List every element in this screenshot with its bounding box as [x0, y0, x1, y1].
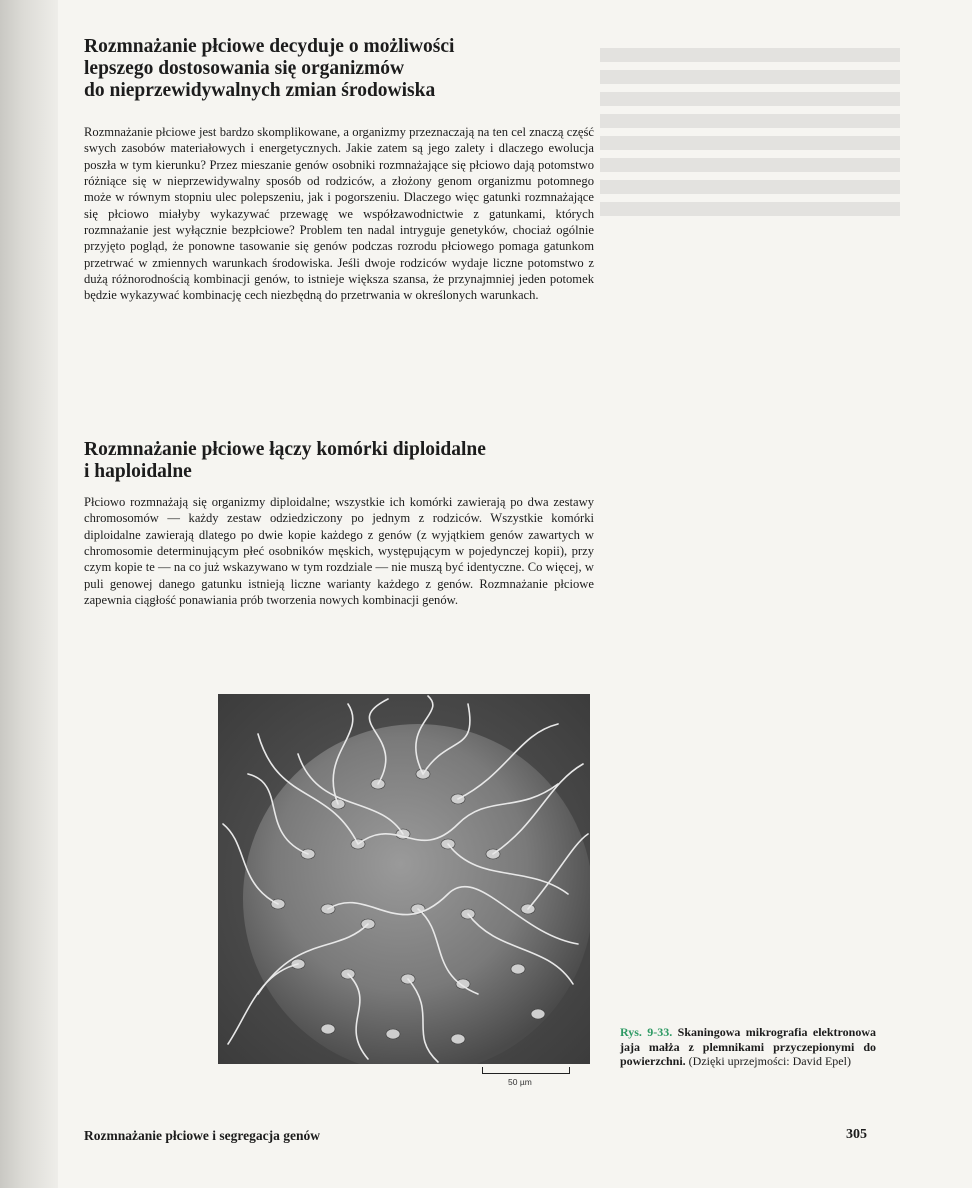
section1-heading-line-2: lepszego dostosowania się organizmów	[84, 58, 405, 79]
figure-caption	[620, 1025, 876, 1069]
caption-label: Rys. 9-33.	[620, 1025, 673, 1039]
page-number: 305	[846, 1127, 867, 1142]
show-through-text	[600, 40, 900, 1120]
micrograph-image	[218, 694, 590, 1064]
electron-micrograph	[218, 694, 590, 1064]
caption-credit: (Dzięki uprzejmości: David Epel)	[688, 1054, 851, 1068]
caption-title: Skaningowa mikrografia elektronowa jaja małża z plemnikami przyczepionymi do powierzchni.	[620, 1025, 876, 1068]
section2-heading	[84, 439, 486, 483]
section2-heading-line-1: Rozmnażanie płciowe łączy komórki diploidalne	[84, 439, 486, 460]
section2-paragraph: Płciowo rozmnażają się organizmy diploidalne; wszystkie ich komórki zawierają po dwa zestawy chromosomów — każdy zestaw odziedziczony po jednym z rodziców. Wszystkie komórki diploidalne zawierają dlatego po dwie kopie każdego z genów (z wyjątkiem genów zawartych w chromosomie determinującym płeć osobników męskich, występującym w pojedynczej kopii), przy czym kopie te — na co już wskazywano w tym rozdziale — nie muszą być identyczne. Co więcej, w puli genowej danego gatunku istnieją liczne warianty każdego z genów. Rozmnażanie płciowe zapewnia ciągłość ponawiania prób tworzenia nowych kombinacji genów.	[84, 495, 594, 608]
binding-shadow	[0, 0, 58, 1188]
scale-bar	[482, 1067, 570, 1074]
scale-label: 50 µm	[508, 1077, 532, 1087]
section1-heading	[84, 36, 454, 102]
section1-heading-line-1: Rozmnażanie płciowe decyduje o możliwości	[84, 36, 455, 57]
running-footer: Rozmnażanie płciowe i segregacja genów	[84, 1128, 320, 1143]
section2-heading-line-2: i haploidalne	[84, 461, 192, 482]
section1-heading-line-3: do nieprzewidywalnych zmian środowiska	[84, 80, 436, 101]
section1-paragraph: Rozmnażanie płciowe jest bardzo skomplikowane, a organizmy przeznaczają na ten cel znaczą część swych zasobów materiałowych i energetycznych. Jakie zatem są jego zalety i dlaczego ewolucja poszła w tym kierunku? Przez mieszanie genów osobniki rozmnażające się płciowo dają potomstwo różniące się w nieprzewidywalny sposób od rodziców, a złożony genom organizmu potomnego może w równym stopniu ulec polepszeniu, jak i pogorszeniu. Dlaczego więc gatunki rozmnażające się płciowo miałyby wykazywać przewagę we współzawodnictwie z gatunkami, których rozmnażanie jest wyłącznie bezpłciowe? Problem ten nadal intryguje genetyków, chociaż ogólnie przyjęto pogląd, że ponowne tasowanie się genów podczas rozrodu płciowego pomaga gatunkom przetrwać w zmiennych warunkach środowiska. Jeśli dwoje rodziców wydaje liczne potomstwo z dużą różnorodnością kombinacji genów, to istnieje większa szansa, że przynajmniej jeden potomek będzie wykazywać kombinację cech niezbędną do przetrwania w określonych warunkach.	[84, 125, 594, 303]
